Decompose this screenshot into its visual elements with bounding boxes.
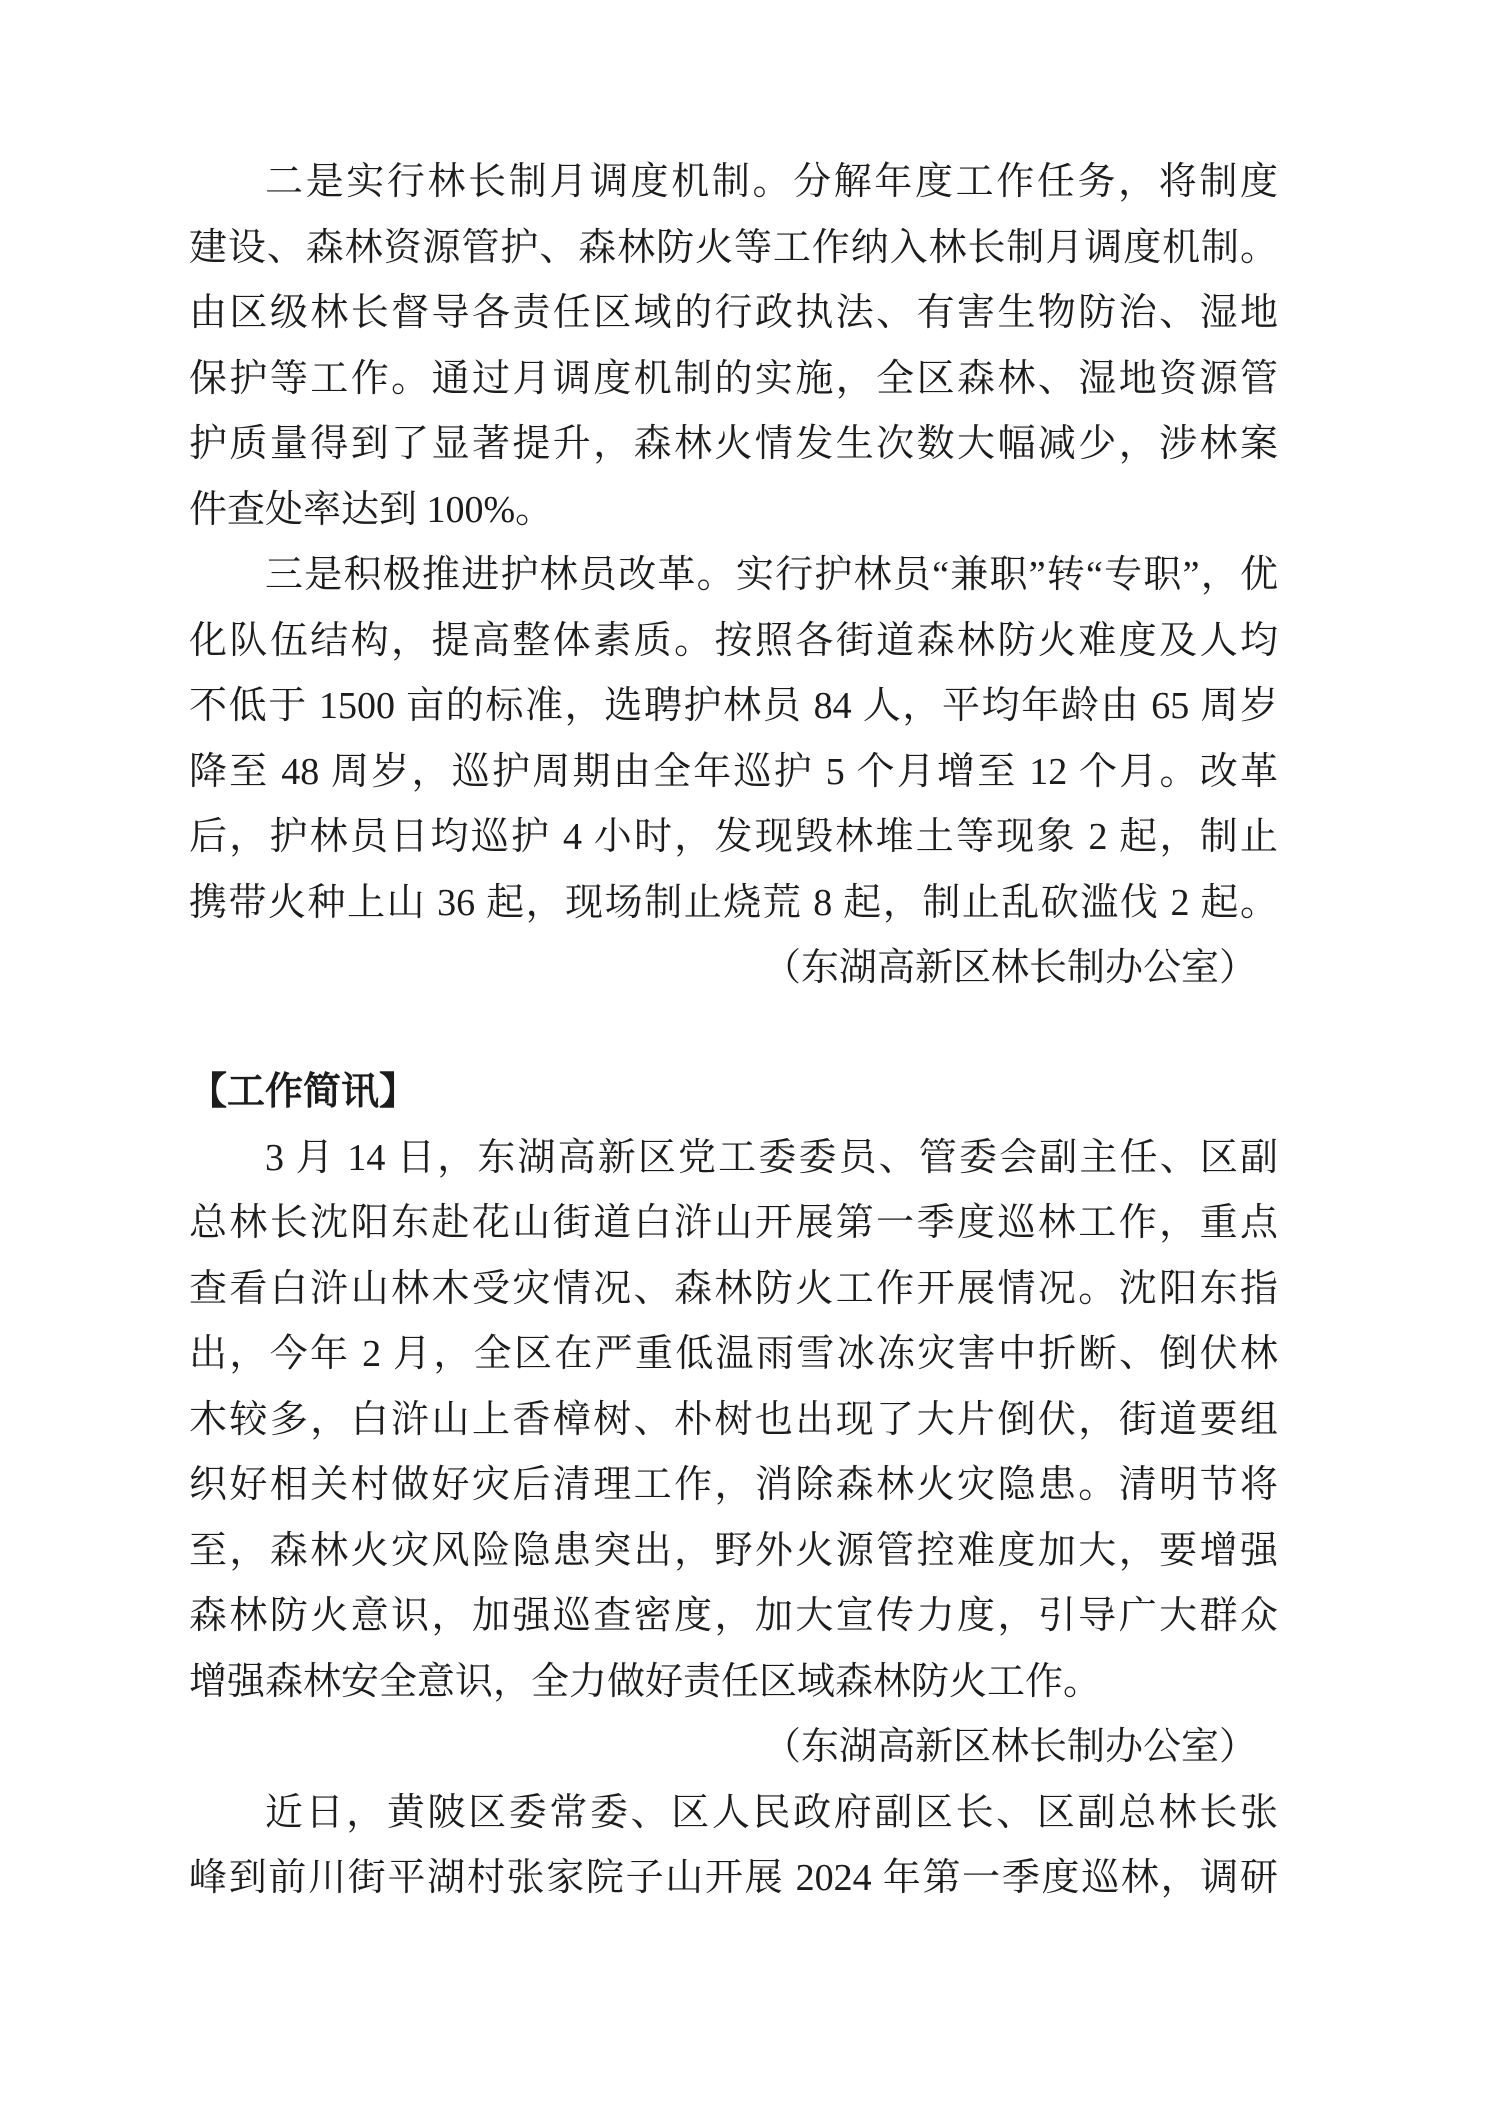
paragraph-line: 降至 48 周岁，巡护周期由全年巡护 5 个月增至 12 个月。改革 (189, 750, 1278, 793)
paragraph-line: 3 月 14 日，东湖高新区党工委委员、管委会副主任、区副 (265, 1136, 1278, 1179)
paragraph-line: 件查处率达到 100%。 (189, 488, 554, 531)
document-body (189, 150, 1278, 1912)
source-attribution: （东湖高新区林长制办公室） (762, 947, 1257, 989)
paragraph-line: 三是积极推进护林员改革。实行护林员“兼职”转“专职”，优 (265, 554, 1278, 596)
paragraph-line: 森林防火意识，加强巡查密度，加大宣传力度，引导广大群众 (189, 1595, 1278, 1637)
paragraph-line: 近日，黄陂区委常委、区人民政府副区长、区副总林长张 (265, 1791, 1278, 1834)
paragraph-line: 二是实行林长制月调度机制。分解年度工作任务，将制度 (265, 161, 1278, 203)
paragraph-line: 化队伍结构，提高整体素质。按照各街道森林防火难度及人均 (189, 619, 1278, 662)
paragraph-line: 保护等工作。通过月调度机制的实施，全区森林、湿地资源管 (189, 357, 1278, 400)
paragraph-forest-ranger-reform (189, 543, 1278, 936)
paragraph-monthly-dispatch (189, 150, 1278, 543)
paragraph-line: 由区级林长督导各责任区域的行政执法、有害生物防治、湿地 (189, 292, 1278, 334)
paragraph-line: 总林长沈阳东赴花山街道白浒山开展第一季度巡林工作，重点 (189, 1202, 1278, 1244)
paragraph-line: 携带火种上山 36 起，现场制止烧荒 8 起，制止乱砍滥伐 2 起。 (189, 881, 1278, 924)
source-attribution: （东湖高新区林长制办公室） (762, 1726, 1257, 1768)
paragraph-line: 后，护林员日均巡护 4 小时，发现毁林堆土等现象 2 起，制止 (189, 816, 1278, 858)
paragraph-line: 出，今年 2 月，全区在严重低温雨雪冰冻灾害中折断、倒伏林 (189, 1333, 1278, 1375)
paragraph-line: 护质量得到了显著提升，森林火情发生次数大幅减少，涉林案 (189, 423, 1278, 465)
paragraph-line: 至，森林火灾风险隐患突出，野外火源管控难度加大，要增强 (189, 1529, 1278, 1572)
paragraph-line: 峰到前川街平湖村张家院子山开展 2024 年第一季度巡林，调研 (189, 1857, 1278, 1899)
brief-item-huangpi (189, 1781, 1278, 1912)
section-heading: 【工作简讯】 (189, 1071, 418, 1113)
brief-item-donghu (189, 1126, 1278, 1781)
paragraph-line: 增强森林安全意识，全力做好责任区域森林防火工作。 (189, 1660, 1102, 1703)
paragraph-line: 木较多，白浒山上香樟树、朴树也出现了大片倒伏，街道要组 (189, 1398, 1278, 1441)
paragraph-line: 织好相关村做好灾后清理工作，消除森林火灾隐患。清明节将 (189, 1464, 1278, 1506)
paragraph-line: 不低于 1500 亩的标准，选聘护林员 84 人，平均年龄由 65 周岁 (189, 685, 1278, 727)
paragraph-line: 查看白浒山林木受灾情况、森林防火工作开展情况。沈阳东指 (189, 1267, 1278, 1310)
paragraph-line: 建设、森林资源管护、森林防火等工作纳入林长制月调度机制。 (189, 226, 1278, 269)
